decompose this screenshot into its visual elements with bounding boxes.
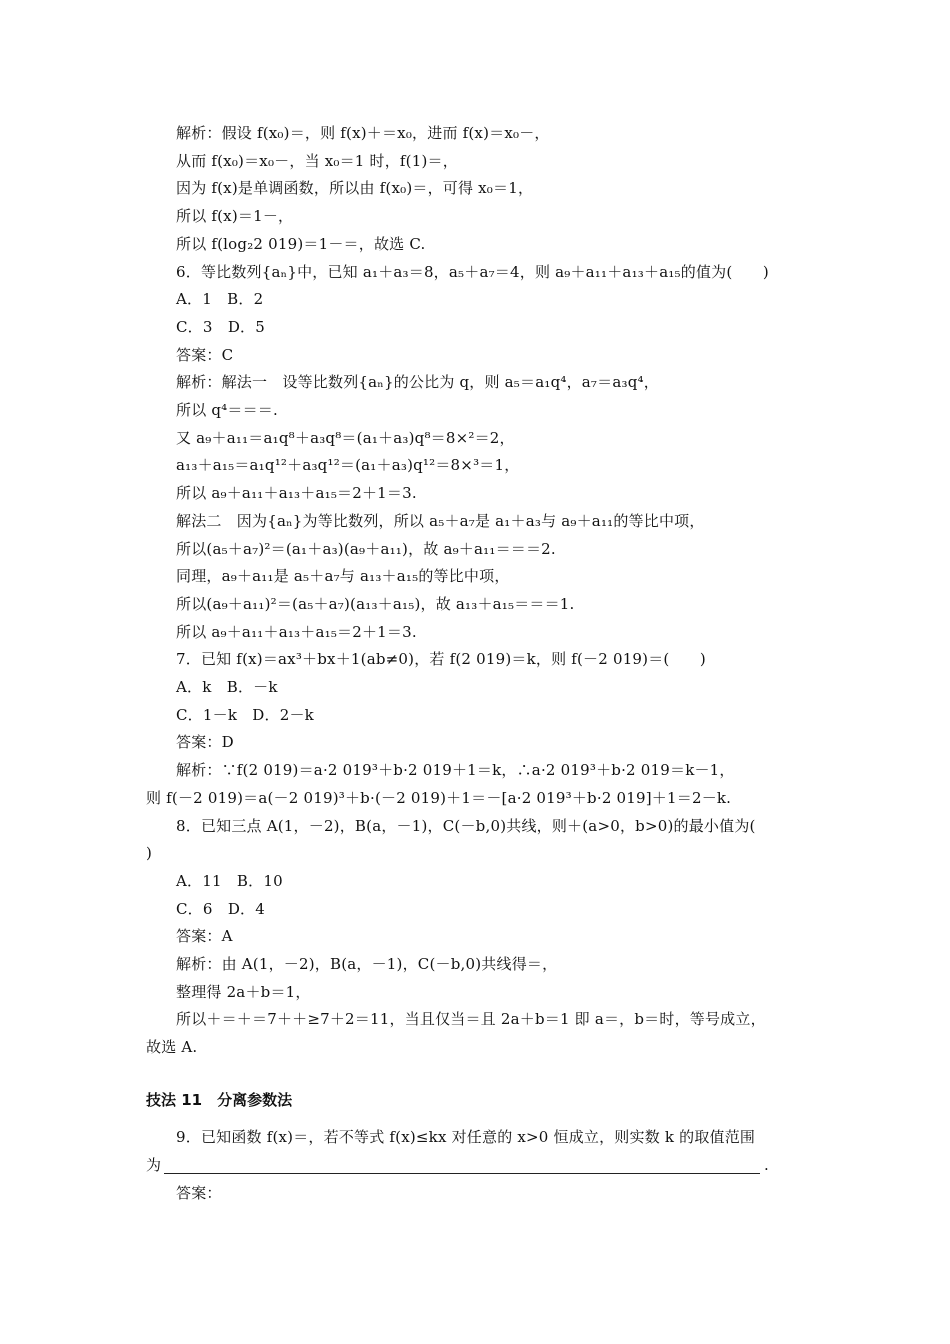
text-line: 解析：∵f(2 019)＝a·2 019³＋b·2 019＋1＝k，∴a·2 019³＋b·2 019＝k－1， <box>176 761 735 779</box>
text-line: 6．等比数列{aₙ}中，已知 a₁＋a₃＝8，a₅＋a₇＝4，则 a₉＋a₁₁＋a₁₃＋a₁₅的值为( ) <box>176 263 769 281</box>
text-line: 所以(a₅＋a₇)²＝(a₁＋a₃)(a₉＋a₁₁)，故 a₉＋a₁₁＝＝＝2. <box>176 540 556 558</box>
text-line: A．11 B．10 <box>176 872 283 890</box>
question-9-text: 9．已知函数 f(x)＝，若不等式 f(x)≤kx 对任意的 x>0 恒成立，则实数 k 的取值范围 <box>176 1128 756 1146</box>
text-line: 所以 f(x)＝1－， <box>176 207 294 225</box>
text-line: 所以＋＝＋＝7＋＋≥7＋2＝11，当且仅当＝且 2a＋b＝1 即 a＝，b＝时，等号成立， <box>176 1010 766 1028</box>
text-line: 从而 f(x₀)＝x₀－，当 x₀＝1 时，f(1)＝， <box>176 152 458 170</box>
text-line: 8．已知三点 A(1，－2)，B(a，－1)，C(－b,0)共线，则＋(a>0，b>0)的最小值为( <box>176 817 756 835</box>
text-line: 同理，a₉＋a₁₁是 a₅＋a₇与 a₁₃＋a₁₅的等比中项， <box>176 567 510 585</box>
text-line: 解析：解法一 设等比数列{aₙ}的公比为 q，则 a₅＝a₁q⁴，a₇＝a₃q⁴， <box>176 373 659 391</box>
text-line: 所以 q⁴＝＝＝. <box>176 401 278 419</box>
text-line: 答案：A <box>176 927 233 945</box>
text-line: 因为 f(x)是单调函数，所以由 f(x₀)＝，可得 x₀＝1， <box>176 179 534 197</box>
answer-blank-line <box>164 1173 760 1174</box>
text-line: C．6 D．4 <box>176 900 265 918</box>
text-line: 故选 A. <box>146 1038 198 1056</box>
text-line: 则 f(－2 019)＝a(－2 019)³＋b·(－2 019)＋1＝－[a·2 019³＋b·2 019]＋1＝2－k. <box>146 789 732 807</box>
text-line: 答案：C <box>176 346 234 364</box>
text-line: A．k B．－k <box>176 678 278 696</box>
text-line: C．1－k D．2－k <box>176 706 314 724</box>
text-line: C．3 D．5 <box>176 318 265 336</box>
text-line: 所以 f(log₂2 019)＝1－＝，故选 C. <box>176 235 426 253</box>
text-line: 7．已知 f(x)＝ax³＋bx＋1(ab≠0)，若 f(2 019)＝k，则 f(－2 019)＝( ) <box>176 650 706 668</box>
text-line: A．1 B．2 <box>176 290 264 308</box>
text-line: 整理得 2a＋b＝1， <box>176 983 311 1001</box>
text-line: 又 a₉＋a₁₁＝a₁q⁸＋a₃q⁸＝(a₁＋a₃)q⁸＝8×²＝2， <box>176 429 515 447</box>
section-heading: 技法 11 分离参数法 <box>146 1091 293 1109</box>
answer-label: 答案： <box>176 1184 222 1202</box>
text-line: 所以(a₉＋a₁₁)²＝(a₅＋a₇)(a₁₃＋a₁₅)，故 a₁₃＋a₁₅＝＝＝1. <box>176 595 575 613</box>
text-line: 解析：由 A(1，－2)，B(a，－1)，C(－b,0)共线得＝， <box>176 955 558 973</box>
text-line: 所以 a₉＋a₁₁＋a₁₃＋a₁₅＝2＋1＝3. <box>176 623 417 641</box>
text-line: 解法二 因为{aₙ}为等比数列，所以 a₅＋a₇是 a₁＋a₃与 a₉＋a₁₁的等比中项， <box>176 512 705 530</box>
text-line: ) <box>146 844 153 862</box>
text-line: 所以 a₉＋a₁₁＋a₁₃＋a₁₅＝2＋1＝3. <box>176 484 417 502</box>
text-line: 解析：假设 f(x₀)＝，则 f(x)＋＝x₀，进而 f(x)＝x₀－， <box>176 124 550 142</box>
question-9-continuation: 为 <box>146 1156 162 1174</box>
text-line: 答案：D <box>176 733 234 751</box>
text-line: a₁₃＋a₁₅＝a₁q¹²＋a₃q¹²＝(a₁＋a₃)q¹²＝8×³＝1， <box>176 456 520 474</box>
question-9-period: . <box>764 1156 769 1174</box>
